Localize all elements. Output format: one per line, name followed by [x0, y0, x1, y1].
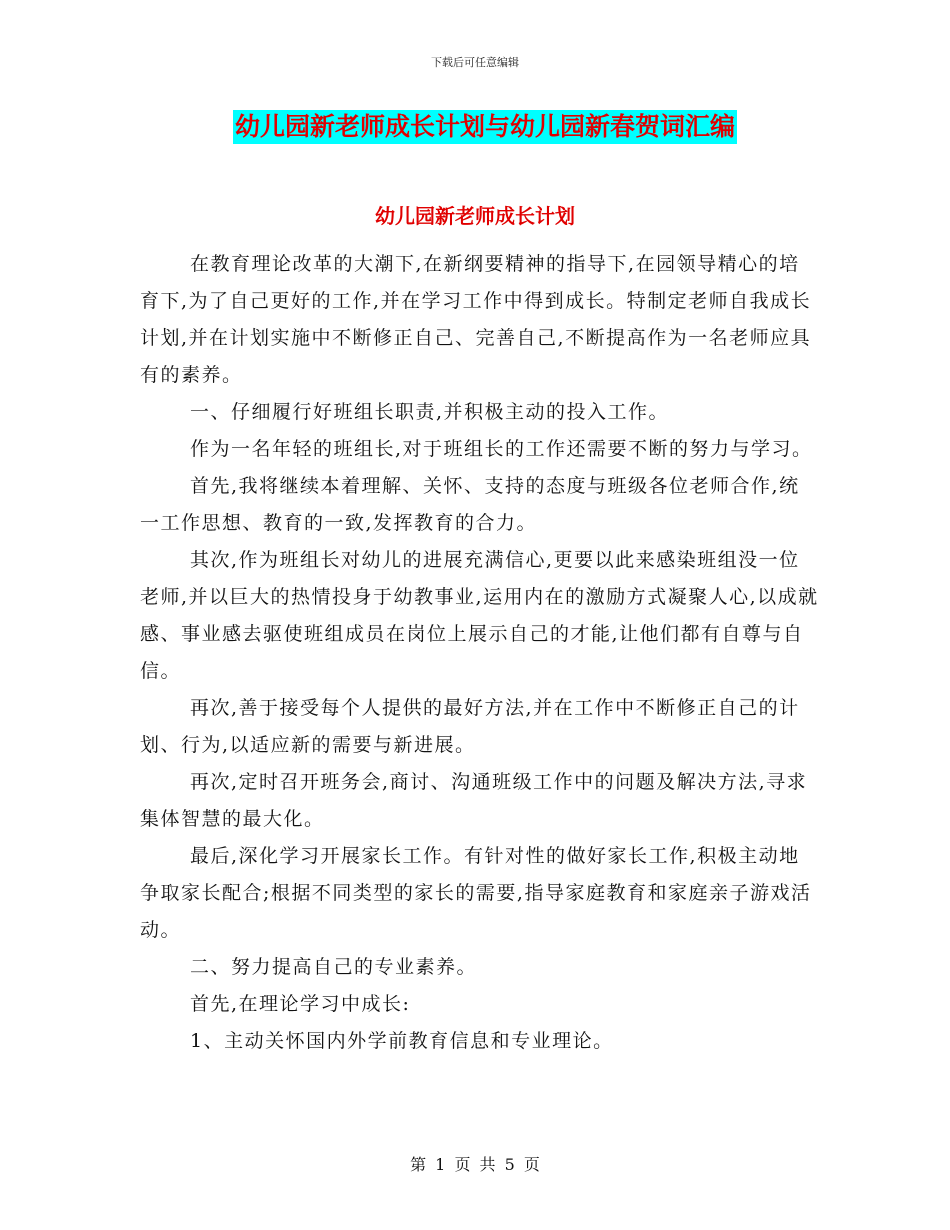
paragraph: 其次,作为班组长对幼儿的进展充满信心,更要以此来感染班组没一位老师,并以巨大的热情投身于幼教事业,运用内在的激励方式凝聚人心,以成就感、事业感去驱使班组成员在岗位上展示自己的才能,让他们都有自尊与自信。 [140, 549, 819, 682]
section-title: 幼儿园新老师成长计划 [375, 204, 575, 228]
paragraph: 再次,定时召开班务会,商讨、沟通班级工作中的问题及解决方法,寻求集体智慧的最大化。 [140, 771, 808, 830]
paragraph: 二、努力提高自己的专业素养。 [190, 956, 478, 978]
paragraph: 最后,深化学习开展家长工作。有针对性的做好家长工作,积极主动地争取家长配合;根据不同类型的家长的需要,指导家庭教育和家庭亲子游戏活动。 [140, 845, 812, 941]
header-note: 下载后可任意编辑 [431, 56, 519, 69]
document-body [140, 246, 820, 1060]
paragraph: 首先,我将继续本着理解、关怀、支持的态度与班级各位老师合作,统一工作思想、教育的一致,发挥教育的合力。 [140, 475, 800, 534]
paragraph: 1、主动关怀国内外学前教育信息和专业理论。 [190, 1030, 614, 1052]
paragraph: 作为一名年轻的班组长,对于班组长的工作还需要不断的努力与学习。 [190, 438, 813, 460]
paragraph: 再次,善于接受每个人提供的最好方法,并在工作中不断修正自己的计划、行为,以适应新的需要与新进展。 [140, 697, 800, 756]
document-title: 幼儿园新老师成长计划与幼儿园新春贺词汇编 [233, 110, 737, 144]
paragraph: 一、仔细履行好班组长职责,并积极主动的投入工作。 [190, 401, 670, 423]
paragraph: 在教育理论改革的大潮下,在新纲要精神的指导下,在园领导精心的培育下,为了自己更好的工作,并在学习工作中得到成长。特制定老师自我成长计划,并在计划实施中不断修正自己、完善自己,不断提高作为一名老师应具有的素养。 [140, 253, 812, 386]
page-number: 第 1 页 共 5 页 [410, 1155, 540, 1174]
paragraph: 首先,在理论学习中成长: [190, 993, 411, 1015]
